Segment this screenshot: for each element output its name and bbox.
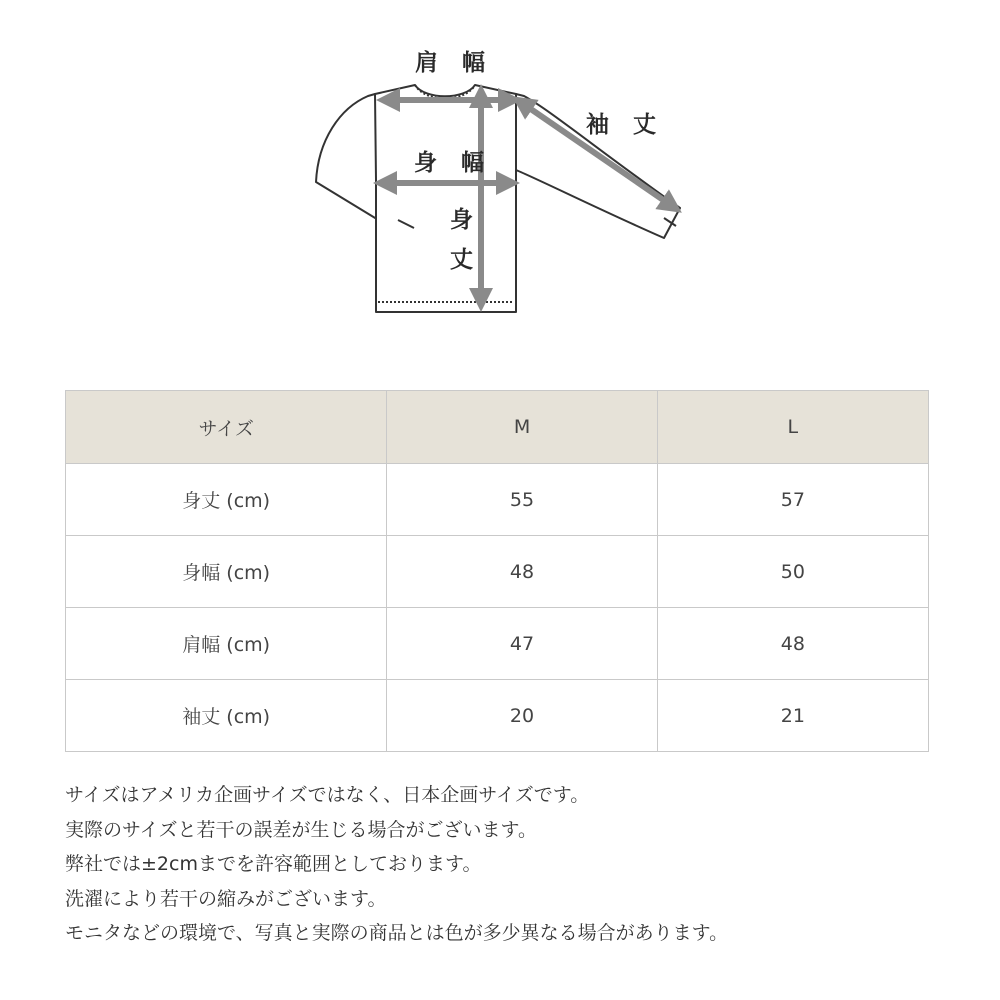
label-body-length-top: 身 xyxy=(450,207,481,233)
table-row xyxy=(66,680,929,752)
label-body-width: 身 幅 xyxy=(414,150,493,176)
table-row xyxy=(66,608,929,680)
cell-m: 55 xyxy=(387,464,657,536)
cell-l: 57 xyxy=(657,464,928,536)
header-size-l: L xyxy=(657,391,928,464)
table-row xyxy=(66,536,929,608)
header-row xyxy=(66,391,929,464)
row-label: 袖丈 (cm) xyxy=(66,680,387,752)
row-label: 身幅 (cm) xyxy=(66,536,387,608)
size-table-body xyxy=(66,464,929,752)
header-size-m: M xyxy=(387,391,657,464)
note-line: 弊社では±2cmまでを許容範囲としております。 xyxy=(65,853,482,875)
shirt-diagram xyxy=(0,0,1000,360)
note-line: 洗濯により若干の縮みがございます。 xyxy=(65,887,387,910)
header-size-label: サイズ xyxy=(66,391,387,464)
size-table xyxy=(65,390,929,752)
measurement-diagram xyxy=(0,0,1000,360)
label-sleeve-length: 袖 丈 xyxy=(586,112,665,138)
row-label: 身丈 (cm) xyxy=(66,464,387,536)
label-shoulder-width: 肩 幅 xyxy=(415,50,494,76)
note-line: モニタなどの環境で、写真と実際の商品とは色が多少異なる場合があります。 xyxy=(65,922,729,944)
cell-m: 20 xyxy=(387,680,657,752)
cell-m: 48 xyxy=(387,536,657,608)
note-line: 実際のサイズと若干の誤差が生じる場合がございます。 xyxy=(65,818,537,841)
label-body-length-bottom: 丈 xyxy=(450,247,481,273)
row-label: 肩幅 (cm) xyxy=(66,608,387,680)
note-line: サイズはアメリカ企画サイズではなく、日本企画サイズです。 xyxy=(65,784,590,806)
notes xyxy=(65,778,965,951)
cell-m: 47 xyxy=(387,608,657,680)
cell-l: 50 xyxy=(657,536,928,608)
cell-l: 48 xyxy=(657,608,928,680)
size-table-header xyxy=(66,391,929,464)
table-row xyxy=(66,464,929,536)
cell-l: 21 xyxy=(657,680,928,752)
